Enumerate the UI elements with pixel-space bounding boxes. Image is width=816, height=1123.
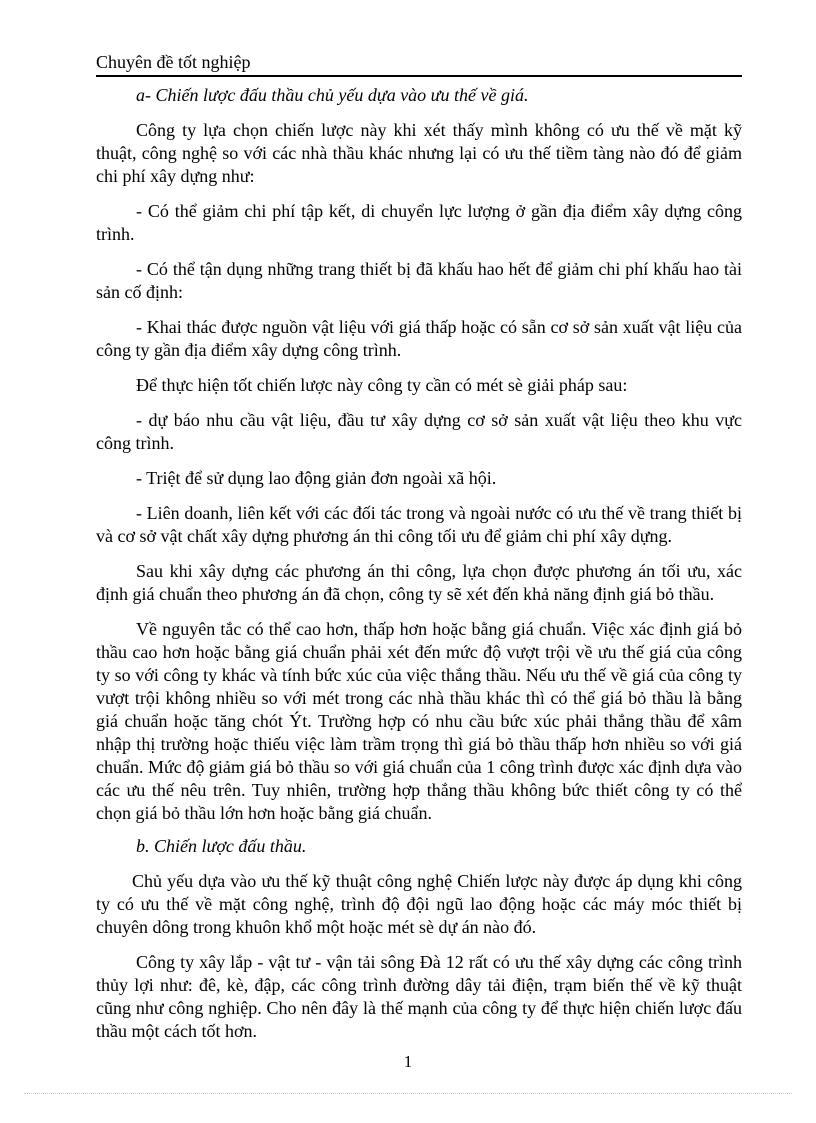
section-heading-b: b. Chiến lược đấu thầu.: [136, 836, 307, 856]
bullet-item: - Khai thác được nguồn vật liệu với giá thấp hoặc có sẵn cơ sở sản xuất vật liệu của công ty gần địa điểm xây dựng công trình.: [96, 317, 742, 360]
page-header: Chuyên đề tốt nghiệp: [96, 52, 251, 72]
document-body: [96, 84, 742, 1055]
section-heading-a: a- Chiến lược đấu thầu chủ yếu dựa vào ưu thế về giá.: [136, 85, 529, 105]
bullet-item: - Liên doanh, liên kết với các đối tác trong và ngoài nước có ưu thế về trang thiết bị và cơ sở vật chất xây dựng phương án thi công tối ưu để giảm chi phí xây dựng.: [96, 503, 742, 546]
bullet-item: - Có thể tận dụng những trang thiết bị đã khấu hao hết để giảm chi phí khấu hao tài sản cố định:: [96, 259, 742, 302]
paragraph: Công ty xây lắp - vật tư - vận tải sông Đà 12 rất có ưu thế xây dựng các công trình thủy lợi như: đê, kè, đập, các công trình đường dây tải điện, trạm biến thế về kỹ thuật cũng như công nghiệp. Cho nên đây là thế mạnh của công ty để thực hiện chiến lược đấu thầu một cách tốt hơn.: [96, 952, 742, 1041]
header-rule: [96, 75, 742, 77]
paragraph: Về nguyên tắc có thể cao hơn, thấp hơn hoặc bằng giá chuẩn. Việc xác định giá bỏ thầu cao hơn hoặc bằng giá chuẩn phải xét đến mức độ vượt trội về ưu thế giá của công ty so với công ty khác và tính bức xúc của việc thắng thầu. Nếu ưu thế về giá của công ty vượt trội không nhiều so với mét trong các nhà thầu khác thì có thể giá bỏ thầu là bằng giá chuẩn hoặc tăng chót Ýt. Trường hợp có nhu cầu bức xúc phải thắng thầu để xâm nhập thị trường hoặc thiếu việc làm trầm trọng thì giá bỏ thầu thấp hơn nhiều so với giá chuẩn. Mức độ giảm giá bỏ thầu so với giá chuẩn của 1 công trình được xác định dựa vào các ưu thế nêu trên. Tuy nhiên, trường hợp thắng thầu không bức thiết công ty có thể chọn giá bỏ thầu lớn hơn hoặc bằng giá chuẩn.: [96, 619, 742, 823]
page-number: 1: [403, 1052, 413, 1071]
paragraph: Công ty lựa chọn chiến lược này khi xét thấy mình không có ưu thế về mặt kỹ thuật, công nghệ so với các nhà thầu khác nhưng lại có ưu thế tiềm tàng nào đó để giảm chi phí xây dựng như:: [96, 120, 742, 186]
bullet-item: - dự báo nhu cầu vật liệu, đầu tư xây dựng cơ sở sản xuất vật liệu theo khu vực công trình.: [96, 410, 742, 453]
bullet-item: - Triệt để sử dụng lao động giản đơn ngoài xã hội.: [136, 468, 497, 488]
footer-dotted-line: [24, 1093, 792, 1094]
paragraph: Để thực hiện tốt chiến lược này công ty cần có mét sè giải pháp sau:: [136, 375, 628, 395]
bullet-item: - Có thể giảm chi phí tập kết, di chuyển lực lượng ở gần địa điểm xây dựng công trình.: [96, 201, 742, 244]
paragraph: Sau khi xây dựng các phương án thi công, lựa chọn được phương án tối ưu, xác định giá chuẩn theo phương án đã chọn, công ty sẽ xét đến khả năng định giá bỏ thầu.: [96, 561, 742, 604]
paragraph: Chủ yếu dựa vào ưu thế kỹ thuật công nghệ Chiến lược này được áp dụng khi công ty có ưu thế về mặt công nghệ, trình độ đội ngũ lao động hoặc các máy móc thiết bị chuyên dông trong khuôn khổ một hoặc mét sè dự án nào đó.: [96, 871, 742, 937]
